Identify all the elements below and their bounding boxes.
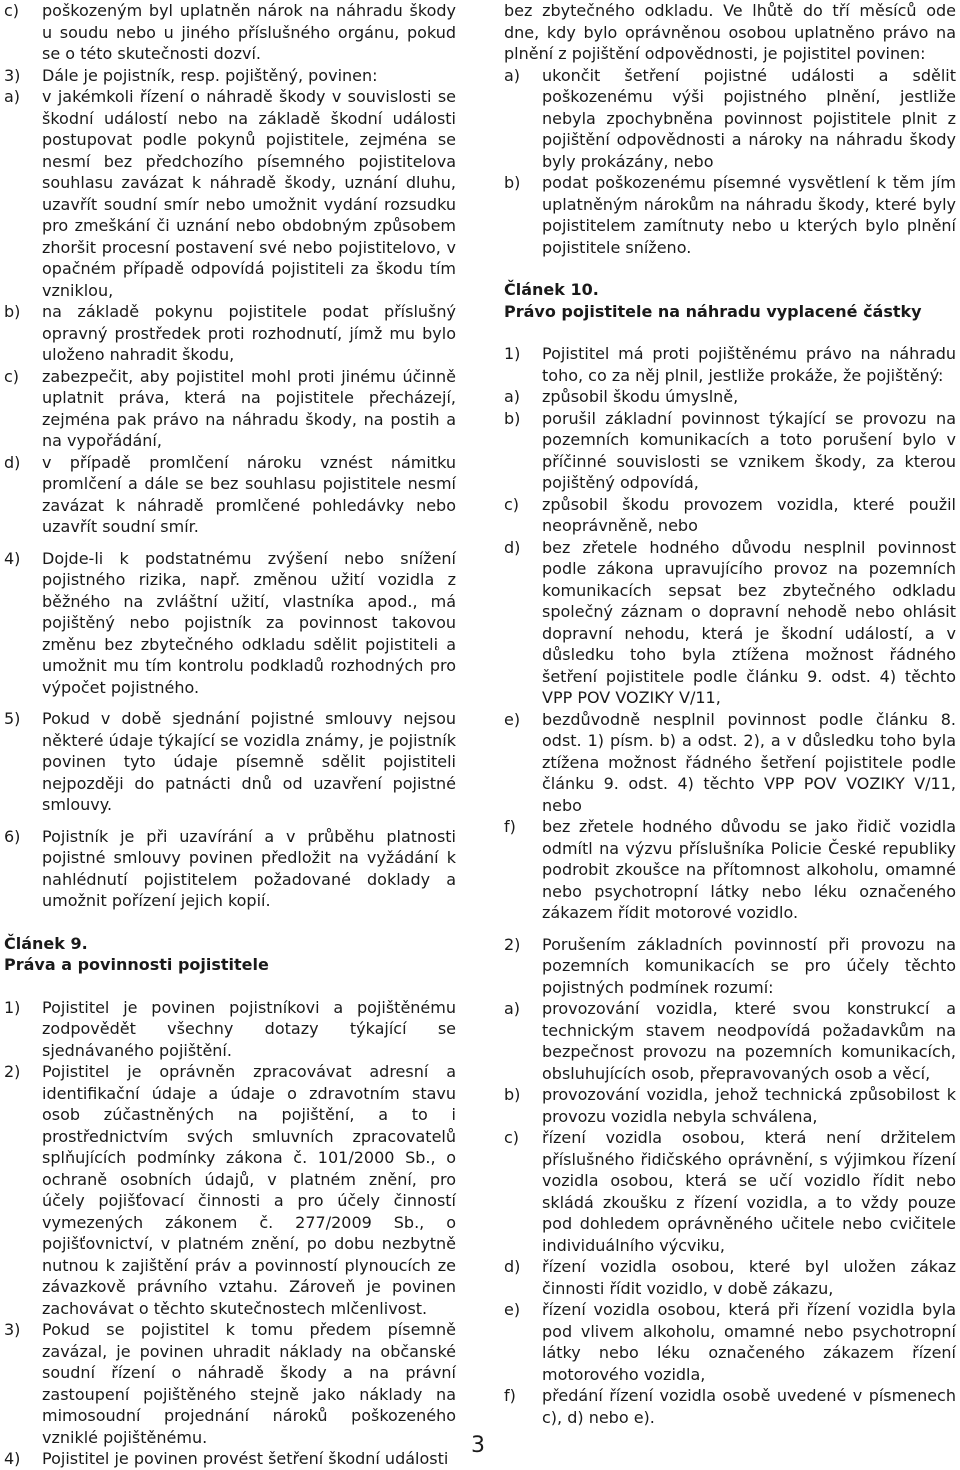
item-text: Pojistitel má proti pojištěnému právo na náhradu toho, co za něj plnil, jestliže prokáže, že pojištěný: <box>542 344 956 385</box>
list-item <box>504 1256 956 1299</box>
list-item <box>4 997 456 1062</box>
item-marker: d) <box>504 1257 521 1276</box>
article-9-number: Článek 9. <box>4 933 88 953</box>
item-marker: e) <box>504 709 521 729</box>
list-item <box>504 934 956 999</box>
list-item <box>4 826 456 912</box>
item-marker: f) <box>504 817 516 836</box>
right-column <box>504 0 956 1428</box>
list-item <box>504 172 956 258</box>
item-text: řízení vozidla osobou, které byl uložen zákaz činnosti řídit vozidlo, v době zákazu, <box>542 1257 956 1298</box>
item-text: způsobil škodu provozem vozidla, které použil neoprávněně, nebo <box>542 494 956 535</box>
item-text: řízení vozidla osobou, která není držitelem příslušného řidičského oprávnění, s výjimkou řízení vozidla osobou, která se učí vozidlo řídit nebo skládá zkoušku z řízení vozidla, a to vždy pouze pod dohledem oprávněného učitele nebo cvičitele individuálního výcviku, <box>542 1128 956 1255</box>
item-text: porušil základní povinnost týkající se provozu na pozemních komunikacích a toto porušení bylo v příčinné souvislosti se vznikem škody, za kterou pojištěný odpovídá, <box>542 408 956 492</box>
list-item <box>4 1061 456 1319</box>
item-marker: c) <box>4 366 20 386</box>
item-marker: 3) <box>4 1320 21 1339</box>
item-text: zabezpečit, aby pojistitel mohl proti jinému účinně uplatnit práva, která na pojistitele přecházejí, zejména pak právo na náhradu škody, na postih a na vypořádání, <box>42 366 456 450</box>
item-marker: 1) <box>4 997 21 1017</box>
item-marker: c) <box>4 1 20 20</box>
list-item <box>504 816 956 924</box>
item-marker: a) <box>504 65 521 85</box>
list-item <box>4 86 456 301</box>
item-marker: 6) <box>4 826 21 846</box>
list-item <box>4 1448 456 1470</box>
item-text: Pokud se pojistitel k tomu předem písemně zavázal, je povinen uhradit náklady na občanské soudní řízení o náhradě škody a na právní zastoupení pojištěného stejně jako náklady na mimosoudní projednání nároků poškozeného vzniklé pojištěnému. <box>42 1320 456 1447</box>
list-item <box>4 301 456 366</box>
item-marker: 2) <box>504 934 521 954</box>
item-marker: f) <box>504 1386 516 1405</box>
item-marker: b) <box>504 1085 521 1104</box>
item-text: bezdůvodně nesplnil povinnost podle článku 8. odst. 1) písm. b) a odst. 2), a v důsledku toho byla ztížena možnost řádného šetření pojistitele podle článku 9. odst. 4) těchto VPP POV VOZIKY V/11, nebo <box>542 709 956 815</box>
item-text: Dojde-li k podstatnému zvýšení nebo snížení pojistného rizika, např. změnou užití vozidla z běžného na zvláštní užití, vlastníka apod., má pojištěný nebo pojistník za povinnost takovou změnu bez zbytečného odkladu sdělit pojistiteli a umožnit mu tím kontrolu podkladů rozhodných pro výpočet pojistného. <box>42 548 456 697</box>
item-text: ukončit šetření pojistné události a sdělit poškozenému výši pojistného plnění, jestliže nebyla zpochybněna povinnost pojistitele plnit z pojištění odpovědnosti a nároky na náhradu škody byly prokázány, nebo <box>542 65 956 171</box>
item-marker: b) <box>504 173 521 192</box>
item-marker: a) <box>504 999 521 1018</box>
list-item <box>504 1299 956 1385</box>
item-marker: b) <box>4 302 21 321</box>
continuation-text: bez zbytečného odkladu. Ve lhůtě do tří měsíců ode dne, kdy bylo oprávněnou osobou uplatněno právo na plnění z pojištění odpovědnosti, je pojistitel povinen: <box>504 1 956 63</box>
list-item <box>4 65 456 87</box>
list-item <box>504 1084 956 1127</box>
list-item <box>4 708 456 816</box>
list-item <box>504 709 956 817</box>
item-text: provozování vozidla, jehož technická způsobilost k provozu vozidla nebyla schválena, <box>542 1085 956 1126</box>
item-text: poškozeným byl uplatněn nárok na náhradu škody u soudu nebo u jiného příslušného orgánu, pokud se o této skutečnosti dozví. <box>42 1 456 63</box>
list-item <box>4 548 456 699</box>
item-text: Pojistník je při uzavírání a v průběhu platnosti pojistné smlouvy povinen předložit na vyžádání k nahlédnutí pojistitelem požadované doklady a umožnit pořízení jejich kopií. <box>42 826 456 910</box>
list-item <box>504 494 956 537</box>
list-item <box>504 65 956 173</box>
item-text: Pojistitel je oprávněn zpracovávat adresní a identifikační údaje a údaje o zdravotním stavu osob zúčastněných na pojištění, a to i prostřednictvím svých smluvních zpracovatelů splňujících podmínky zákona č. 101/2000 Sb., o ochraně osobních údajů, v platném znění, pro účely pojišťovací činnosti a pro účely činností vymezených zákonem č. 277/2009 Sb., o pojišťovnictví, v platném znění, po dobu nezbytně nutnou k zajištění práv a povinností plynoucích ze závazkově právního vztahu. Zároveň je povinen zachovávat o těchto skutečnostech mlčenlivost. <box>42 1062 456 1318</box>
list-item <box>4 1319 456 1448</box>
item-marker: c) <box>504 1128 520 1147</box>
article-10-number: Článek 10. <box>504 280 599 299</box>
list-item <box>504 408 956 494</box>
item-text: Pojistitel je povinen pojistníkovi a pojištěnému zodpovědět všechny dotazy týkající se sjednávaného pojištění. <box>42 997 456 1060</box>
article-9-title: Práva a povinnosti pojistitele <box>4 955 269 974</box>
item-text: bez zřetele hodného důvodu nesplnil povinnost podle zákona upravujícího provoz na pozemních komunikacích sepsat bez zbytečného odkladu společný záznam o dopravní nehodě nebo ohlásit dopravní nehodu, která je škodní událostí, a v důsledku toho byla ztížena možnost řádného šetření pojistitele podle článku 9. odst. 4) těchto VPP POV VOZIKY V/11, <box>542 537 956 707</box>
list-item <box>504 343 956 386</box>
list-item <box>4 452 456 538</box>
item-marker: c) <box>504 494 520 514</box>
item-text: Porušením základních povinností při provozu na pozemních komunikacích se pro účely těchto pojistných podmínek rozumí: <box>542 934 956 997</box>
item-text: Pokud v době sjednání pojistné smlouvy nejsou některé údaje týkající se vozidla známy, je pojistník povinen tyto údaje písemně sdělit pojistiteli nejpozději do patnácti dnů od uzavření pojistné smlouvy. <box>42 709 456 814</box>
item-text: řízení vozidla osobou, která při řízení vozidla byla pod vlivem alkoholu, omamné nebo psychotropní látky nebo léku označeného zákazem řízení motorového vozidla, <box>542 1300 956 1384</box>
item-marker: d) <box>4 452 21 472</box>
item-text: v jakémkoli řízení o náhradě škody v souvislosti se škodní událostí nebo na základě škodní události postupovat podle pokynů pojistitele, zejména se nesmí bez předchozího písemného pojistitelova souhlasu zavázat k náhradě škody, uznání dluhu, uzavřít soudní smír nebo umožnit vydání rozsudku pro zmeškání či uznání nebo obdobným způsobem zhoršit procesní postavení své nebo pojistitelovo, v opačném případě odpovídá pojistiteli za škodu tím vzniklou, <box>42 87 456 300</box>
item-marker: 5) <box>4 709 21 728</box>
list-item <box>504 998 956 1084</box>
list-item <box>504 1385 956 1428</box>
list-item <box>504 386 956 408</box>
article-10-title: Právo pojistitele na náhradu vyplacené částky <box>504 301 922 321</box>
list-item <box>4 366 456 452</box>
item-marker: 4) <box>4 548 21 568</box>
left-column <box>4 0 456 1470</box>
item-marker: 3) <box>4 65 21 85</box>
list-item <box>504 537 956 709</box>
intro-list <box>4 0 456 538</box>
item-text: způsobil škodu úmyslně, <box>542 387 739 406</box>
item-marker: 2) <box>4 1062 21 1081</box>
item-marker: 4) <box>4 1449 21 1468</box>
item-marker: b) <box>504 408 521 428</box>
item-marker: e) <box>504 1300 521 1319</box>
item-text: na základě pokynu pojistitele podat příslušný opravný prostředek proti rozhodnutí, jímž mu bylo uloženo nahradit škodu, <box>42 302 456 364</box>
item-text: v případě promlčení nároku vznést námitku promlčení a dále se bez souhlasu pojistitele nesmí zavázat k náhradě promlčené pohledávky nebo uzavřít soudní smír. <box>42 452 456 536</box>
item-text: podat poškozenému písemné vysvětlení k těm jím uplatněným nárokům na náhradu škody, které byly pojistitelem zamítnuty nebo u kterých bylo plnění pojistitele sníženo. <box>542 173 956 257</box>
item-text: Pojistitel je povinen provést šetření škodní události <box>42 1449 449 1468</box>
item-text: předání řízení vozidla osobě uvedené v písmenech c), d) nebo e). <box>542 1386 956 1427</box>
list-item <box>504 1127 956 1256</box>
item-text: provozování vozidla, které svou konstrukcí a technickým stavem neodpovídá požadavkům na bezpečnost provozu na pozemních komunikacích, obsluhujících osob, přepravovaných osob a věcí, <box>542 999 956 1083</box>
item-text: Dále je pojistník, resp. pojištěný, povinen: <box>42 65 378 85</box>
item-marker: a) <box>504 387 521 406</box>
item-marker: d) <box>504 537 521 557</box>
list-item <box>4 0 456 65</box>
page-number: 3 <box>471 1433 485 1458</box>
item-marker: 1) <box>504 344 521 363</box>
item-text: bez zřetele hodného důvodu se jako řidič vozidla odmítl na výzvu příslušníka Policie České republiky podrobit zkoušce na přítomnost alkoholu, omamné nebo psychotropní látky nebo léku označeného zákazem řídit motorové vozidlo. <box>542 817 956 922</box>
item-marker: a) <box>4 87 21 106</box>
